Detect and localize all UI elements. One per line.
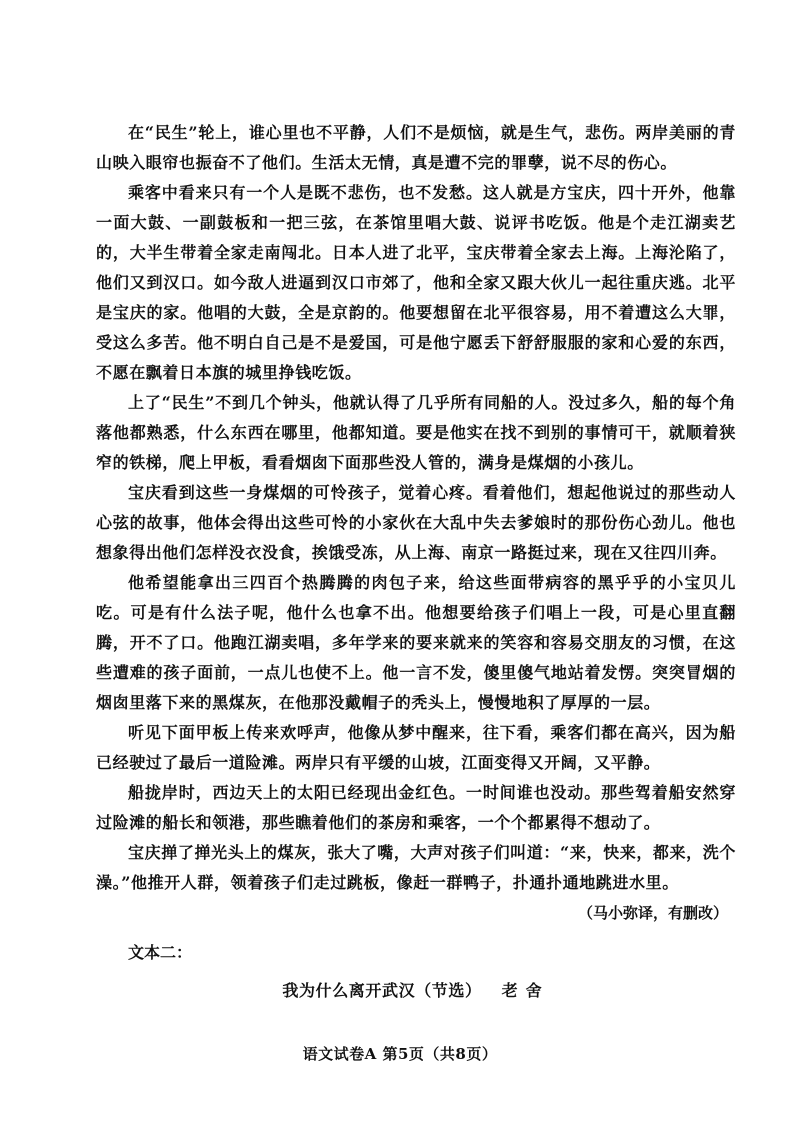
paragraph-1: 在“民生”轮上，谁心里也不平静，人们不是烦恼，就是生气，悲伤。两岸美丽的青山映入眼帘也振奋不了他们。生活太无情，真是遭不完的罪孽，说不尽的伤心。	[96, 123, 736, 172]
paragraph-5: 他希望能拿出三四百个热腾腾的肉包子来，给这些面带病容的黑乎乎的小宝贝儿吃。可是有什么法子呢，他什么也拿不出。他想要给孩子们唱上一段，可是心里直翻腾，开不了口。他跑江湖卖唱，多年学来的要来就来的笑容和容易交朋友的习惯，在这些遭难的孩子面前，一点儿也使不上。他一言不发，傻里傻气地站着发愣。突突冒烟的烟囱里落下来的黑煤灰，在他那没戴帽子的秃头上，慢慢地积了厚厚的一层。	[96, 573, 736, 712]
paragraph-2: 乘客中看来只有一个人是既不悲伤，也不发愁。这人就是方宝庆，四十开外，他靠一面大鼓、一副鼓板和一把三弦，在茶馆里唱大鼓、说评书吃饭。他是个走江湖卖艺的，大半生带着全家走南闯北。日本人进了北平，宝庆带着全家去上海。上海沦陷了，他们又到汉口。如今敌人进逼到汉口市郊了，他和全家又跟大伙儿一起往重庆逃。北平是宝庆的家。他唱的大鼓，全是京韵的。他要想留在北平很容易，用不着遭这么大罪，受这么多苦。他不明白自己是不是爱国，可是他宁愿丢下舒舒服服的家和心爱的东西，不愿在飘着日本旗的城里挣钱吃饭。	[96, 183, 736, 382]
page-footer: 语文试卷A 第5页（共8页）	[302, 1045, 498, 1063]
paragraph-3: 上了“民生”不到几个钟头，他就认得了几乎所有同船的人。没过多久，船的每个角落他都熟悉，什么东西在哪里，他都知道。要是他实在找不到别的事情可干，就顺着狭窄的铁梯，爬上甲板，看看烟囱下面那些没人管的，满身是煤烟的小孩儿。	[96, 393, 736, 472]
section-author: 老舍	[501, 981, 550, 1000]
section-title	[96, 976, 736, 1006]
section-label: 文本二：	[128, 943, 193, 962]
paragraph-4: 宝庆看到这些一身煤烟的可怜孩子，觉着心疼。看着他们，想起他说过的那些动人心弦的故事，他体会得出这些可怜的小家伙在大乱中失去爹娘时的那份伤心劲儿。他也想象得出他们怎样没衣没食，挨饿受冻，从上海、南京一路挺过来，现在又往四川奔。	[96, 483, 736, 562]
reading-passage	[96, 118, 736, 1006]
source-citation: （马小弥译，有删改）	[577, 904, 728, 922]
paragraph-7: 船拢岸时，西边天上的太阳已经现出金红色。一时间谁也没动。那些驾着船安然穿过险滩的船长和领港，那些瞧着他们的茶房和乘客，一个个都累得不想动了。	[96, 783, 736, 832]
section-title-text: 我为什么离开武汉（节选）	[282, 981, 482, 1000]
paragraph-8: 宝庆掸了掸光头上的煤灰，张大了嘴，大声对孩子们叫道：“来，快来，都来，洗个澡。”他推开人群，领着孩子们走过跳板，像赶一群鸭子，扑通扑通地跳进水里。	[96, 843, 736, 892]
paragraph-6: 听见下面甲板上传来欢呼声，他像从梦中醒来，往下看，乘客们都在高兴，因为船已经驶过了最后一道险滩。两岸只有平缓的山坡，江面变得又开阔，又平静。	[96, 723, 736, 772]
